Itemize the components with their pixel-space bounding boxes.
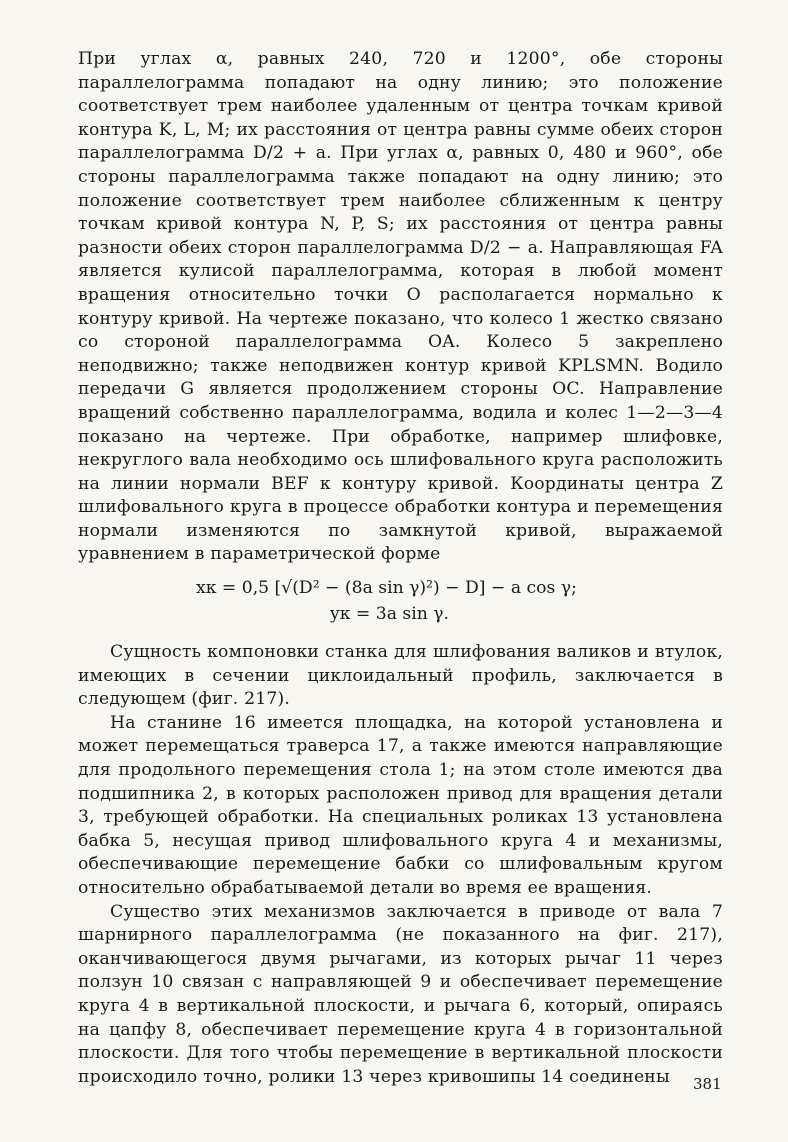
formula-line-x: xк = 0,5 [√(D² − (8a sin γ)²) − D] − a cos γ;	[196, 578, 577, 599]
page-number: 381	[693, 1075, 722, 1093]
paragraph-1: При углах α, равных 240, 720 и 1200°, обе стороны параллелограмма попадают на одну линию; это положение соответствует трем наиболее удаленным от центра точкам кривой контура K, L, M; их расстояния от центра равны сумме обеих сторон параллелограмма D/2 + a. При углах α, равных 0, 480 и 960°, обе стороны параллелограмма также попадают на одну линию; это положение соответствует трем наиболее сближенным к центру точкам кривой контура N, P, S; их расстояния от центра равны разности обеих сторон параллелограмма D/2 − a. Направляющая FA является кулисой параллелограмма, которая в любой момент вращения относительно точки O располагается нормально к контуру кривой. На чертеже показано, что колесо 1 жестко связано со стороной параллелограмма OA. Колесо 5 закреплено неподвижно; также неподвижен контур кривой KPLSMN. Водило передачи G является продолжением стороны OC. Направление вращений собственно параллелограмма, водила и колес 1—2—3—4 показано на чертеже. При обработке, например шлифовке, некруглого вала необходимо ось шлифовального круга расположить на линии нормали BEF к контуру кривой. Координаты центра Z шлифовального круга в процессе обработки контура и перемещения нормали изменяются по замкнутой кривой, выражаемой уравнением в параметрической форме	[78, 49, 723, 565]
parametric-formula	[78, 575, 723, 627]
paragraph-3: На станине 16 имеется площадка, на которой установлена и может перемещаться траверса 17, а также имеются направляющие для продольного перемещения стола 1; на этом столе имеются два подшипника 2, в которых расположен привод для вращения детали 3, требующей обработки. На специальных роликах 13 установлена бабка 5, несущая привод шлифовального круга 4 и механизмы, обеспечивающие перемещение бабки со шлифовальным кругом относительно обрабатываемой детали во время ее вращения.	[78, 712, 723, 898]
paragraph-2: Сущность компоновки станка для шлифования валиков и втулок, имеющих в сечении циклоидальный профиль, заключается в следующем (фиг. 217).	[78, 642, 723, 710]
formula-line-y: yк = 3a sin γ.	[330, 604, 450, 625]
page-body	[78, 48, 723, 1089]
paragraph-4: Существо этих механизмов заключается в приводе от вала 7 шарнирного параллелограмма (не показанного на фиг. 217), оканчивающегося двумя рычагами, из которых рычаг 11 через ползун 10 связан с направляющей 9 и обеспечивает перемещение круга 4 в вертикальной плоскости, и рычага 6, который, опираясь на цапфу 8, обеспечивает перемещение круга 4 в горизонтальной плоскости. Для того чтобы перемещение в вертикальной плоскости происходило точно, ролики 13 через кривошипы 14 соединены	[78, 901, 723, 1087]
